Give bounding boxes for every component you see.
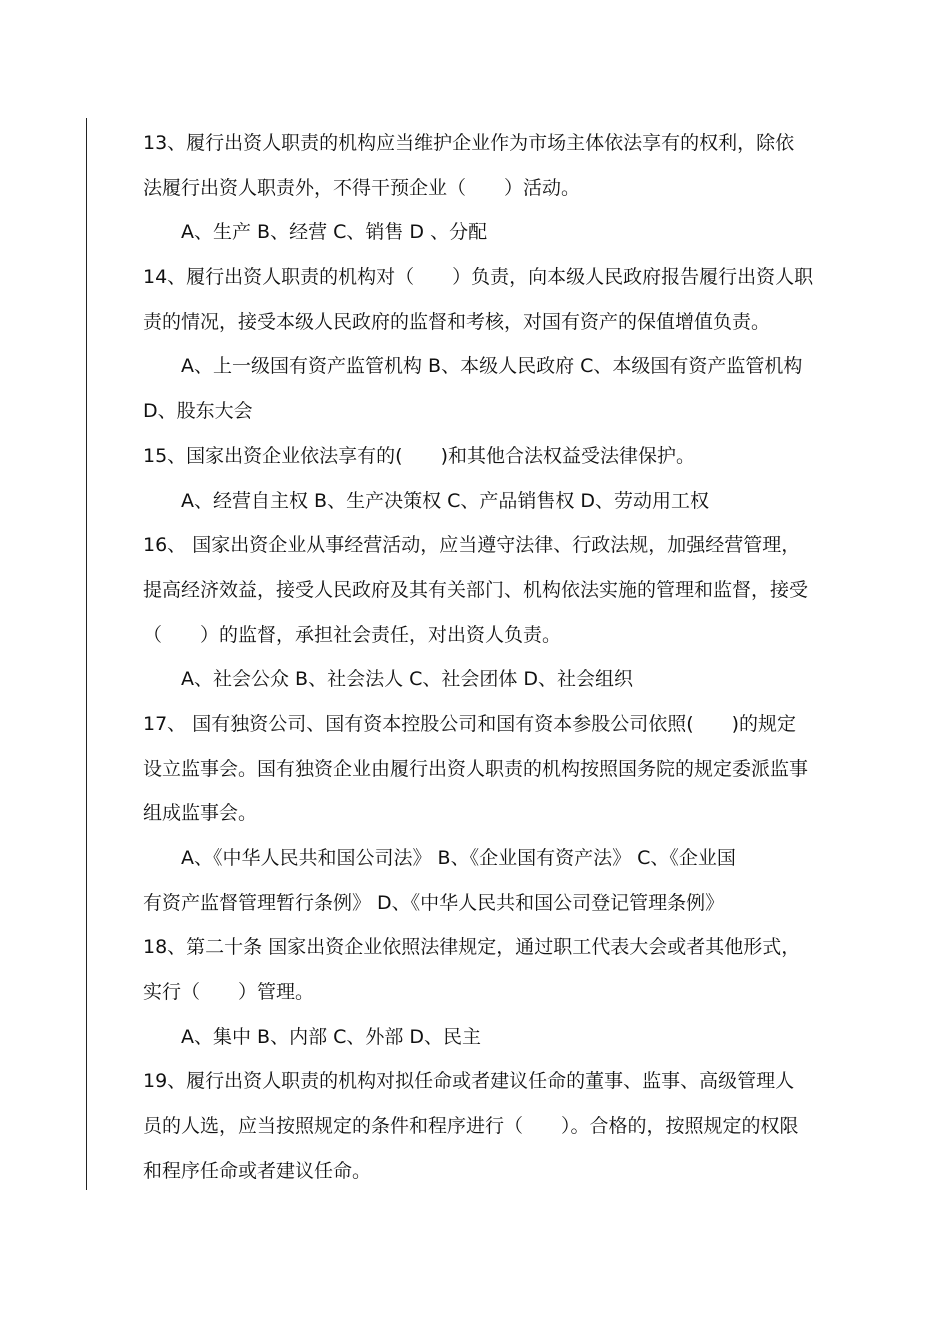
text-line: A、社会公众 B、社会法人 C、社会团体 D、社会组织 [181,668,634,691]
margin-rule [86,118,87,1190]
text-line: 法履行出资人职责外，不得干预企业（ ）活动。 [143,176,581,199]
text-line: A、上一级国有资产监管机构 B、本级人民政府 C、本级国有资产监管机构 [181,355,803,378]
text-line: D、股东大会 [143,400,253,423]
text-line: 14、履行出资人职责的机构对（ ）负责，向本级人民政府报告履行出资人职 [143,266,814,289]
text-line: 设立监事会。国有独资企业由履行出资人职责的机构按照国务院的规定委派监事 [143,757,809,780]
text-line: A、集中 B、内部 C、外部 D、民主 [181,1025,482,1048]
text-line: A、《中华人民共和国公司法》 B、《企业国有资产法》 C、《企业国 [181,847,736,869]
text-line: 15、国家出资企业依法享有的( )和其他合法权益受法律保护。 [143,444,696,467]
document-body [143,121,813,1194]
text-line: 责的情况，接受本级人民政府的监督和考核，对国有资产的保值增值负责。 [143,310,771,333]
text-line: 组成监事会。 [143,802,258,825]
text-line: 19、履行出资人职责的机构对拟任命或者建议任命的董事、监事、高级管理人 [143,1070,795,1093]
text-line: 提高经济效益，接受人民政府及其有关部门、机构依法实施的管理和监督，接受 [143,578,809,601]
text-line: 18、第二十条 国家出资企业依照法律规定，通过职工代表大会或者其他形式， [143,936,801,959]
text-line: （ ）的监督，承担社会责任，对出资人负责。 [143,623,562,646]
text-line: 17、 国有独资公司、国有资本控股公司和国有资本参股公司依照( )的规定 [143,712,797,735]
text-line: 和程序任命或者建议任命。 [143,1159,372,1182]
text-line: 员的人选，应当按照规定的条件和程序进行（ ）。合格的，按照规定的权限 [143,1115,799,1138]
text-line: 实行（ ）管理。 [143,981,315,1004]
text-line: 有资产监督管理暂行条例》 D、《中华人民共和国公司登记管理条例》 [143,891,725,914]
text-line: A、经营自主权 B、生产决策权 C、产品销售权 D、劳动用工权 [181,489,710,512]
text-line: A、生产 B、经营 C、销售 D 、分配 [181,221,488,244]
text-line: 13、履行出资人职责的机构应当维护企业作为市场主体依法享有的权利，除依 [143,132,795,154]
text-line: 16、 国家出资企业从事经营活动，应当遵守法律、行政法规，加强经营管理， [143,534,801,557]
